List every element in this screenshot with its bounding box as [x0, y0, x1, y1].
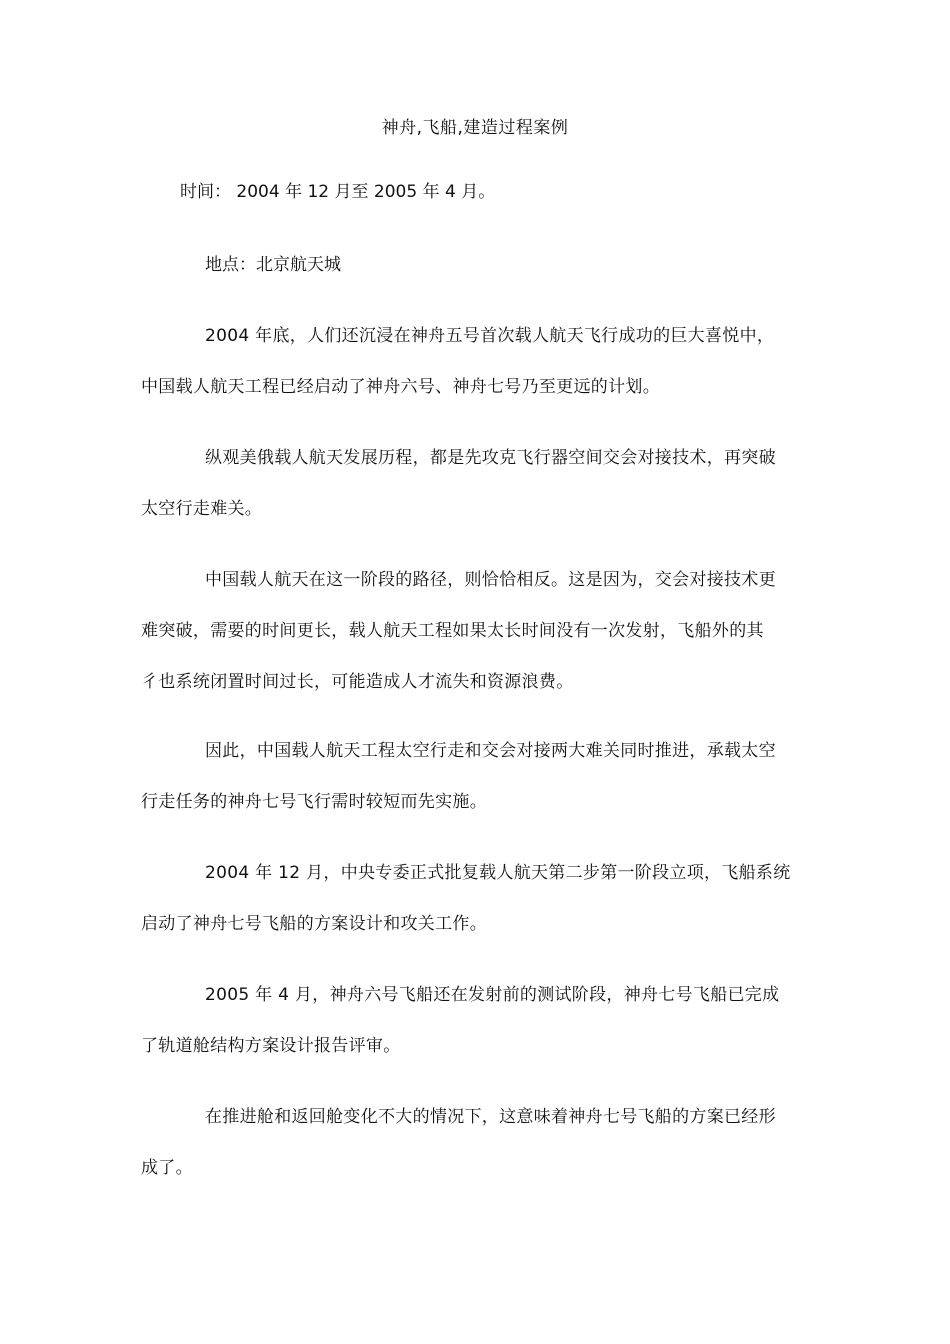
paragraph-line: 纵观美俄载人航天发展历程，都是先攻克飞行器空间交会对接技术，再突破: [205, 448, 776, 468]
paragraph-line: 行走任务的神舟七号飞行需时较短而先实施。: [141, 792, 487, 812]
paragraph: [141, 433, 811, 535]
paragraph-line: 因此，中国载人航天工程太空行走和交会对接两大难关同时推进，承载太空: [205, 741, 776, 761]
paragraph: [141, 311, 811, 413]
time-line: 时间： 2004 年 12 月至 2005 年 4 月。: [180, 182, 496, 202]
paragraph: [141, 726, 811, 828]
paragraph: [141, 970, 811, 1072]
paragraph-line: 2005 年 4 月，神舟六号飞船还在发射前的测试阶段，神舟七号飞船已完成: [205, 985, 780, 1005]
paragraph-line: 2004 年 12 月，中央专委正式批复载人航天第二步第一阶段立项，飞船系统: [205, 863, 791, 883]
paragraph-line: 难突破，需要的时间更长，载人航天工程如果太长时间没有一次发射，飞船外的其: [141, 621, 764, 641]
paragraph: [141, 848, 811, 950]
document-title: 神舟,飞船,建造过程案例: [381, 118, 569, 138]
place-line: 地点：北京航天城: [205, 255, 341, 275]
paragraph-line: 中国载人航天在这一阶段的路径，则恰恰相反。这是因为，交会对接技术更: [205, 570, 776, 590]
paragraph-line: 中国载人航天工程已经启动了神舟六号、神舟七号乃至更远的计划。: [141, 377, 660, 397]
paragraph: [141, 555, 811, 708]
paragraph-line: 了轨道舱结构方案设计报告评审。: [141, 1036, 401, 1056]
paragraph-line: 启动了神舟七号飞船的方案设计和攻关工作。: [141, 914, 487, 934]
paragraph-line: 在推进舱和返回舱变化不大的情况下，这意味着神舟七号飞船的方案已经形: [205, 1107, 776, 1127]
paragraph-line: 彳也系统闭置时间过长，可能造成人才流失和资源浪费。: [141, 672, 574, 692]
paragraph: [141, 1092, 811, 1194]
paragraph-line: 太空行走难关。: [141, 499, 263, 519]
paragraph-line: 2004 年底，人们还沉浸在神舟五号首次载人航天飞行成功的巨大喜悦中，: [205, 326, 775, 346]
paragraph-line: 成了。: [141, 1158, 193, 1178]
